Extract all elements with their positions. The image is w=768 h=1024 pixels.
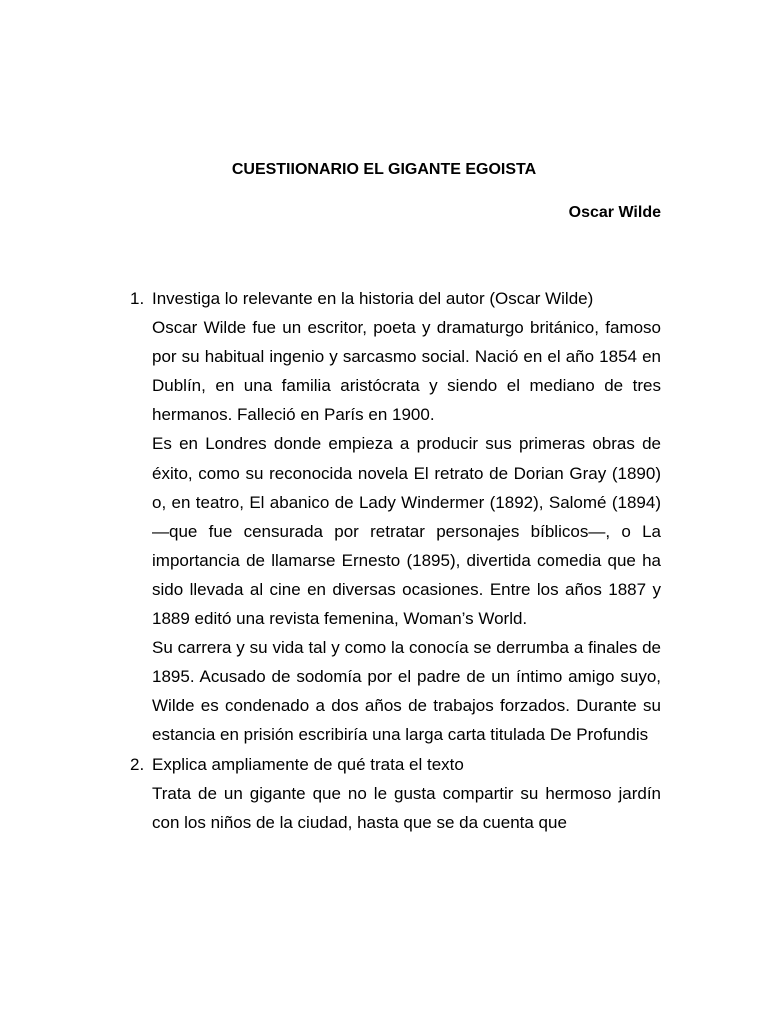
question-number: 2. [130,754,145,774]
question-item-2 [130,750,661,837]
question-text: Explica ampliamente de qué trata el texto [152,754,464,774]
answer-paragraph: Oscar Wilde fue un escritor, poeta y dramaturgo británico, famoso por su habitual ingenio y sarcasmo social. Nació en el año 1854 en Dublín, en una familia aristócrata y siendo el mediano de tres hermanos. Falleció en París en 1900. [152,318,661,425]
answer-paragraph: Su carrera y su vida tal y como la conocía se derrumba a finales de 1895. Acusado de sodomía por el padre de un íntimo amigo suyo, Wilde es condenado a dos años de trabajos forzados. Durante su estancia en prisión escribiría una larga carta titulada De Profundis [152,638,661,745]
answer-paragraph: Trata de un gigante que no le gusta compartir su hermoso jardín con los niños de la ciudad, hasta que se da cuenta que [152,783,661,832]
question-text: Investiga lo relevante en la historia del autor (Oscar Wilde) [152,289,594,308]
document-title: CUESTIIONARIO EL GIGANTE EGOISTA [231,161,537,178]
question-list [130,284,661,837]
answer-paragraph: Es en Londres donde empieza a producir sus primeras obras de éxito, como su reconocida novela El retrato de Dorian Gray (1890) o, en teatro, El abanico de Lady Windermer (1892), Salomé (1894) —que fue censurada por retratar personajes bíblicos—, o La importancia de llamarse Ernesto (1895), divertida comedia que ha sido llevada al cine en diversas ocasiones. Entre los años 1887 y 1889 editó una revista femenina, Woman’s World. [152,434,661,629]
document-author: Oscar Wilde [568,204,661,221]
question-item-1 [130,284,661,750]
question-number: 1. [130,289,145,308]
